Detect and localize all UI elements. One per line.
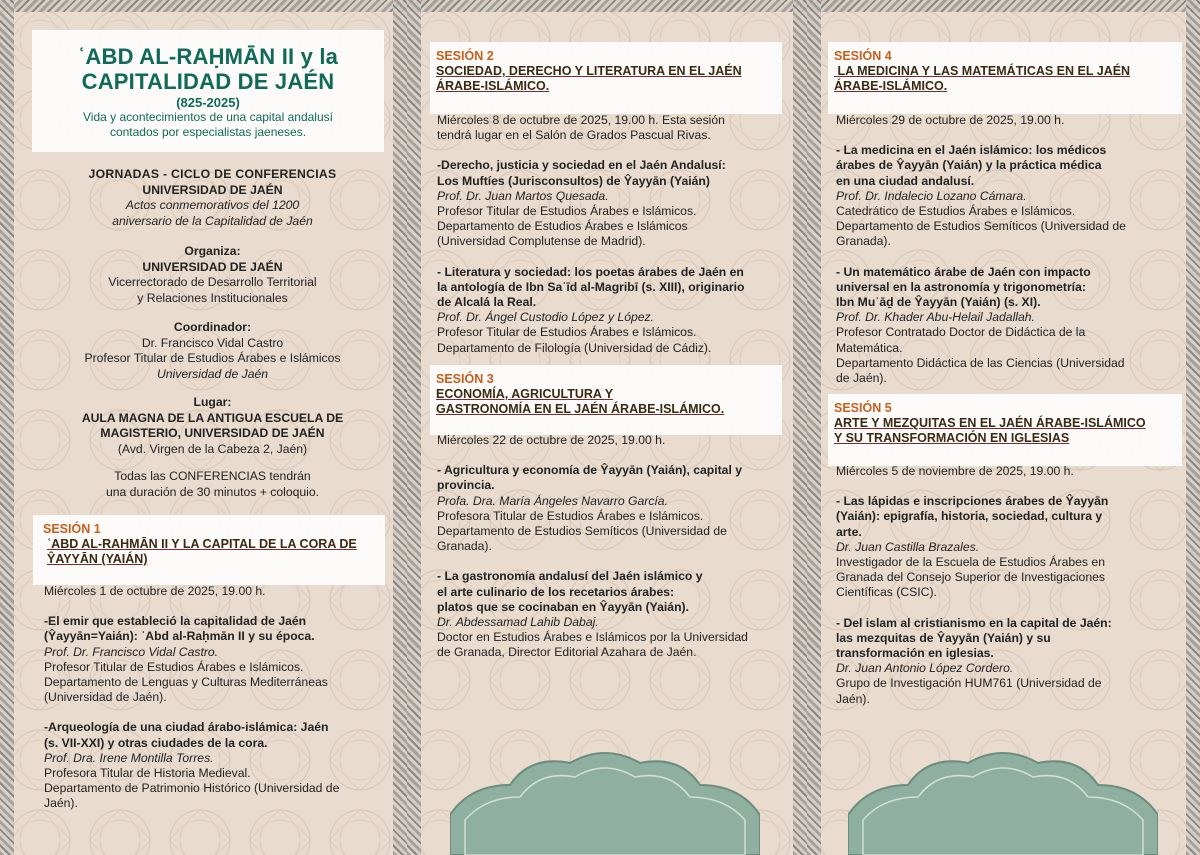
session-1-body <box>44 584 374 812</box>
organiza-line: y Relaciones Institucionales <box>137 290 288 305</box>
session-title: ʿABD AL-RAHMĀN II Y LA CAPITAL DE LA CORA DE <box>47 537 357 551</box>
talk-affiliation: Granada). <box>437 539 492 554</box>
coordinador-university: Universidad de Jaén <box>156 366 269 381</box>
talk-affiliation: Granada del Consejo Superior de Investigaciones <box>836 570 1105 585</box>
talk-affiliation: Profesor Titular de Estudios Árabes e Islámicos. <box>437 325 697 340</box>
lugar-venue: AULA MAGNA DE LA ANTIGUA ESCUELA DE <box>81 410 344 425</box>
talk-speaker: Dr. Abdessamad Lahib Dabaj. <box>437 615 599 630</box>
talk-title: universal en la astronomía y trigonometría: <box>836 279 1086 294</box>
talk-affiliation: Matemática. <box>836 340 903 355</box>
talk-title: arte. <box>836 524 862 539</box>
duracion-line: una duración de 30 minutos + coloquio. <box>105 484 320 499</box>
talk-title: - Literatura y sociedad: los poetas árabes de Jaén en <box>437 264 744 279</box>
talk-title: (Yaián): epigrafía, historia, sociedad, cultura y <box>836 509 1103 524</box>
talk-title: - La medicina en el Jaén islámico: los médicos <box>836 143 1107 158</box>
talk-speaker: Prof. Dr. Khader Abu-Helail Jadallah. <box>836 310 1035 325</box>
talk-affiliation: Jaén). <box>44 796 78 811</box>
talk-title: -Arqueología de una ciudad árabo-islámica: Jaén <box>44 720 329 735</box>
duracion-line: Todas las CONFERENCIAS tendrán <box>114 469 311 483</box>
event-note: Actos conmemorativos del 1200 <box>125 198 300 212</box>
top-border <box>400 0 800 12</box>
talk-speaker: Profa. Dra. María Ángeles Navarro García. <box>437 493 668 508</box>
talk-title: Ibn Muʿāḏ de Ŷayyān (Yaián) (s. XI). <box>836 295 1041 310</box>
talk-affiliation: Departamento Didáctica de las Ciencias (Universidad <box>836 355 1125 370</box>
talk-title: (s. VII-XXI) y otras ciudades de la cora. <box>44 735 268 750</box>
talk-affiliation: Doctor en Estudios Árabes e Islámicos por la Universidad <box>437 630 748 645</box>
session-date: Miércoles 29 de octubre de 2025, 19.00 h. <box>836 113 1065 127</box>
coordinador-label: Coordinador: <box>173 320 252 334</box>
organiza-org: UNIVERSIDAD DE JAÉN <box>142 259 283 274</box>
column-divider-border <box>393 0 407 855</box>
talk-title: transformación en iglesias. <box>836 646 994 661</box>
session-date: Miércoles 22 de octubre de 2025, 19.00 h. <box>437 433 666 447</box>
subtitle-line1: Vida y acontecimientos de una capital andalusí <box>83 110 333 124</box>
talk-affiliation: Departamento de Filología (Universidad de Cádiz). <box>437 340 712 355</box>
coordinador-section <box>40 320 385 382</box>
talk-speaker: Prof. Dr. Ángel Custodio López y López. <box>437 310 655 325</box>
session-title: ŶAYYĀN (YAIÁN) <box>47 552 148 566</box>
session-2-header <box>430 42 782 114</box>
talk-speaker: Prof. Dr. Juan Martos Quesada. <box>437 188 609 203</box>
right-border <box>1186 0 1200 855</box>
event-note: aniversario de la Capitalidad de Jaén <box>112 213 313 228</box>
column-divider-border <box>407 0 421 855</box>
talk-speaker: Prof. Dra. Irene Montilla Torres. <box>44 750 214 765</box>
talk-title: - La gastronomía andalusí del Jaén islámico y <box>437 569 703 584</box>
talk-affiliation: Científicas (CSIC). <box>836 585 937 600</box>
lugar-venue: MAGISTERIO, UNIVERSIDAD DE JAÉN <box>100 426 325 440</box>
talk-title: en una ciudad andalusí. <box>836 173 975 188</box>
talk-title: Los Muftíes (Jurisconsultos) de Ŷayyān (Yaián) <box>437 173 710 188</box>
talk-title: de Alcalá la Real. <box>437 295 537 310</box>
talk-title: árabes de Ŷayyān (Yaián) y la práctica médica <box>836 158 1102 173</box>
session-date: Miércoles 5 de noviembre de 2025, 19.00 h. <box>836 464 1074 478</box>
title-box <box>32 30 384 152</box>
session-4-header <box>828 42 1182 114</box>
session-2-body <box>437 113 777 356</box>
talk-affiliation: Departamento de Patrimonio Histórico (Universidad de <box>44 781 340 796</box>
top-border <box>800 0 1200 12</box>
main-title-line1: ʿABD AL-RAḤMĀN II y la <box>77 44 339 69</box>
talk-affiliation: de Jaén). <box>836 371 887 386</box>
session-title: ARTE Y MEZQUITAS EN EL JAÉN ÁRABE-ISLÁMICO <box>834 416 1146 430</box>
organiza-label: Organiza: <box>184 244 241 258</box>
title-years: (825-2025) <box>176 95 240 110</box>
left-border <box>0 0 14 855</box>
session-label: SESIÓN 3 <box>436 372 494 386</box>
event-heading: JORNADAS - CICLO DE CONFERENCIAS <box>88 167 337 181</box>
session-title: ÁRABE-ISLÁMICO. <box>436 79 550 93</box>
duracion-section <box>40 469 385 500</box>
session-date: Miércoles 1 de octubre de 2025, 19.00 h. <box>44 584 266 598</box>
talk-title: - Las lápidas e inscripciones árabes de Ŷayyān <box>836 494 1109 509</box>
talk-affiliation: (Universidad de Jaén). <box>44 690 167 705</box>
talk-affiliation: Grupo de Investigación HUM761 (Universidad de <box>836 676 1102 691</box>
lugar-section <box>40 395 385 457</box>
talk-title: -Derecho, justicia y sociedad en el Jaén Andalusí: <box>437 158 726 173</box>
talk-affiliation: Profesor Titular de Estudios Árabes e Islámicos. <box>437 204 697 219</box>
top-border <box>0 0 400 12</box>
talk-title: las mezquitas de Ŷayyān (Yaián) y su <box>836 630 1051 645</box>
subtitle-line2: contados por especialistas jaeneses. <box>109 125 307 139</box>
session-label: SESIÓN 4 <box>834 49 892 63</box>
talk-title: platos que se cocinaban en Ŷayyān (Yaián). <box>437 599 689 614</box>
session-5-body <box>836 464 1181 707</box>
talk-title: (Ŷayyān=Yaián): ʿAbd al-Raḥmān II y su época. <box>44 629 315 644</box>
arch-ornament <box>450 745 760 855</box>
main-title-line2: CAPITALIDAD DE JAÉN <box>81 69 335 94</box>
talk-speaker: Dr. Juan Antonio López Cordero. <box>836 661 1014 676</box>
talk-title: el arte culinario de los recetarios árabes: <box>437 584 675 599</box>
session-label: SESIÓN 2 <box>436 49 494 63</box>
organiza-line: Vicerrectorado de Desarrollo Territorial <box>108 275 317 289</box>
talk-speaker: Dr. Juan Castilla Brazales. <box>836 539 980 554</box>
event-info <box>40 167 385 229</box>
talk-affiliation: Departamento de Estudios Semíticos (Universidad de <box>836 219 1126 234</box>
talk-affiliation: Profesora Titular de Estudios Árabes e Islámicos. <box>437 508 704 523</box>
session-title: ÁRABE-ISLÁMICO. <box>834 79 948 93</box>
session-3-body <box>437 433 782 661</box>
talk-speaker: Prof. Dr. Francisco Vidal Castro. <box>44 644 219 659</box>
talk-affiliation: Departamento de Estudios Árabes e Islámicos <box>437 219 688 234</box>
event-heading-university: UNIVERSIDAD DE JAÉN <box>142 182 283 197</box>
session-title: LA MEDICINA Y LAS MATEMÁTICAS EN EL JAÉN <box>834 64 1131 78</box>
talk-title: - Del islam al cristianismo en la capital de Jaén: <box>836 615 1112 630</box>
talk-title: la antología de Ibn Saʿīd al-Magribī (s. XIII), originario <box>437 279 745 294</box>
session-title: Y SU TRANSFORMACIÓN EN IGLESIAS <box>834 431 1070 445</box>
session-1-header <box>33 515 385 585</box>
talk-title: - Agricultura y economía de Ŷayyān (Yaián), capital y <box>437 463 743 478</box>
talk-affiliation: de Granada, Director Editorial Azahara de Jaén. <box>437 645 697 660</box>
talk-affiliation: Profesora Titular de Historia Medieval. <box>44 766 251 781</box>
talk-affiliation: Investigador de la Escuela de Estudios Árabes en <box>836 555 1105 570</box>
session-4-body <box>836 113 1181 386</box>
session-5-header <box>828 394 1182 466</box>
session-label: SESIÓN 5 <box>834 401 892 415</box>
session-title: GASTRONOMÍA EN EL JAÉN ÁRABE-ISLÁMICO. <box>436 402 725 416</box>
talk-title: provincia. <box>437 478 495 493</box>
talk-title: -El emir que estableció la capitalidad de Jaén <box>44 614 307 629</box>
coordinador-position: Profesor Titular de Estudios Árabes e Islámicos <box>84 351 341 365</box>
talk-title: - Un matemático árabe de Jaén con impacto <box>836 264 1091 279</box>
main-title <box>32 44 384 94</box>
arch-ornament <box>848 745 1158 855</box>
talk-affiliation: Departamento de Estudios Semíticos (Universidad de <box>437 524 727 539</box>
organiza-section <box>40 244 385 306</box>
session-3-header <box>430 365 782 435</box>
talk-affiliation: Profesor Titular de Estudios Árabes e Islámicos. <box>44 659 304 674</box>
talk-affiliation: (Universidad Complutense de Madrid). <box>437 234 646 249</box>
talk-speaker: Prof. Dr. Indalecio Lozano Cámara. <box>836 188 1027 203</box>
talk-affiliation: Departamento de Lenguas y Culturas Mediterráneas <box>44 675 328 690</box>
session-date: Miércoles 8 de octubre de 2025, 19.00 h. Esta sesión <box>437 113 725 127</box>
lugar-address: (Avd. Virgen de la Cabeza 2, Jaén) <box>117 441 308 456</box>
session-title: SOCIEDAD, DERECHO Y LITERATURA EN EL JAÉN <box>436 64 742 78</box>
talk-affiliation: Jaén). <box>836 691 870 706</box>
talk-affiliation: Granada). <box>836 234 891 249</box>
talk-affiliation: Profesor Contratado Doctor de Didáctica de la <box>836 325 1086 340</box>
column-divider-border <box>793 0 807 855</box>
lugar-label: Lugar: <box>193 395 232 409</box>
talk-affiliation: Catedrático de Estudios Árabes e Islámicos. <box>836 204 1076 219</box>
session-label: SESIÓN 1 <box>43 522 101 536</box>
column-divider-border <box>807 0 821 855</box>
session-date: tendrá lugar en el Salón de Grados Pascual Rivas. <box>437 128 711 143</box>
session-title: ECONOMÍA, AGRICULTURA Y <box>436 387 614 401</box>
coordinador-name: Dr. Francisco Vidal Castro <box>141 335 284 350</box>
